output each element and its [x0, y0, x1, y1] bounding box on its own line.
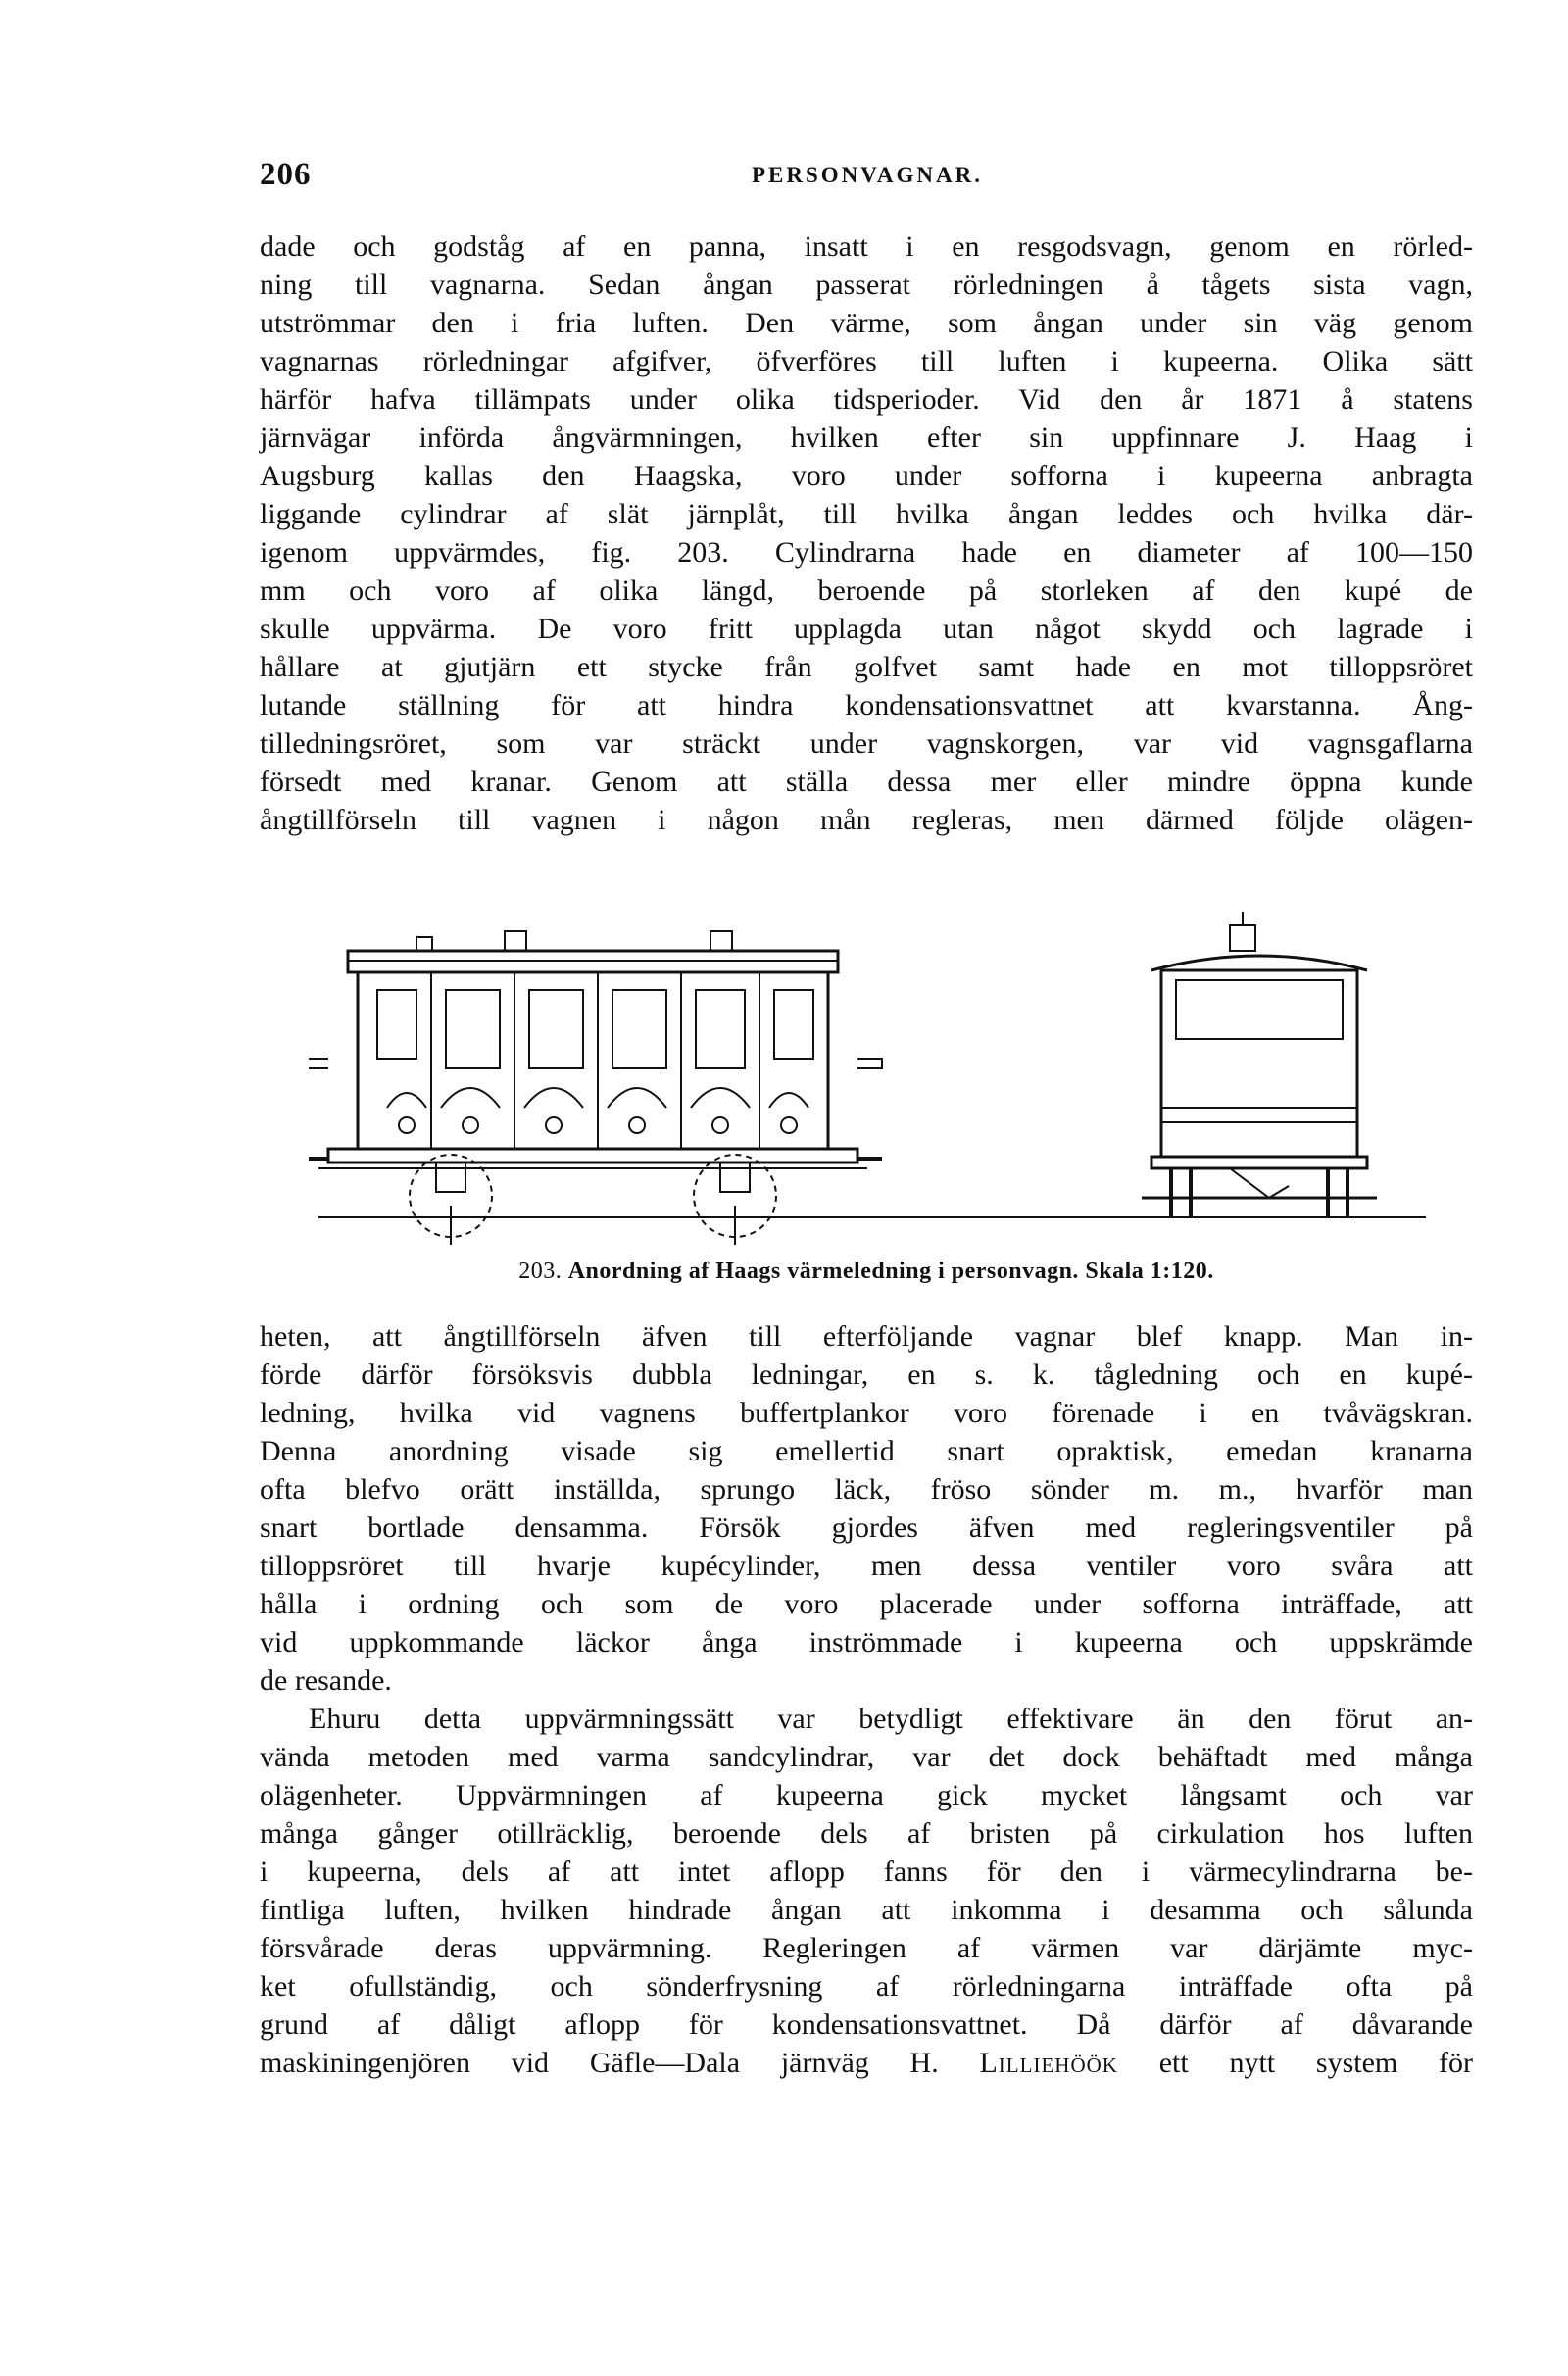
text-line: [260, 2044, 1473, 2082]
text-line: hålla i ordning och som de voro placerade under sofforna inträffade, att: [260, 1588, 1473, 1620]
text-line: dade och godståg af en panna, insatt i en resgodsvagn, genom en rörled-: [260, 230, 1473, 263]
page-header: [260, 157, 1475, 196]
text-line: Ehuru detta uppvärmningssätt var betydligt effektivare än den förut an-: [309, 1703, 1473, 1735]
text-run: maskiningenjören vid Gäfle—Dala järnväg H.: [260, 2047, 939, 2079]
figure-caption: [260, 1259, 1473, 1285]
text-line: olägenheter. Uppvärmningen af kupeerna gick mycket långsamt och var: [260, 1779, 1473, 1811]
text-line: vid uppkommande läckor ånga inströmmade i kupeerna och uppskrämde: [260, 1626, 1473, 1658]
text-line: ning till vagnarna. Sedan ångan passerat rörledningen å tågets sista vagn,: [260, 269, 1473, 301]
text-line: många gånger otillräcklig, beroende dels af bristen på cirkulation hos luften: [260, 1817, 1473, 1850]
text-line: de resande.: [260, 1664, 392, 1697]
text-line: Augsburg kallas den Haagska, voro under sofforna i kupeerna anbragta: [260, 460, 1473, 492]
text-line: igenom uppvärmdes, fig. 203. Cylindrarna hade en diameter af 100—150: [260, 536, 1473, 569]
text-line: ångtillförseln till vagnen i någon mån regleras, men därmed följde olägen-: [260, 804, 1473, 836]
text-line: vända metoden med varma sandcylindrar, var det dock behäftadt med många: [260, 1741, 1473, 1773]
text-line: snart bortlade densamma. Försök gjordes äfven med regleringsventiler på: [260, 1511, 1473, 1544]
text-line: lutande ställning för att hindra kondensationsvattnet att kvarstanna. Ång-: [260, 689, 1473, 721]
text-line: försvårade deras uppvärmning. Regleringen af värmen var därjämte myc-: [260, 1932, 1473, 1964]
figure-203: [309, 912, 1426, 1245]
text-line: ledning, hvilka vid vagnens buffertplankor voro förenade i en tvåvägskran.: [260, 1397, 1473, 1429]
text-line: grund af dåligt aflopp för kondensationsvattnet. Då därför af dåvarande: [260, 2008, 1473, 2041]
text-line: heten, att ångtillförseln äfven till efterföljande vagnar blef knapp. Man in-: [260, 1320, 1473, 1353]
text-line: ket ofullständig, och sönderfrysning af rörledningarna inträffade ofta på: [260, 1970, 1473, 2003]
text-line: fintliga luften, hvilken hindrade ångan att inkomma i desamma och sålunda: [260, 1894, 1473, 1926]
text-line: härför hafva tillämpats under olika tidsperioder. Vid den år 1871 å statens: [260, 383, 1473, 416]
text-line: hållare at gjutjärn ett stycke från golfvet samt hade en mot tilloppsröret: [260, 651, 1473, 683]
caption-number: 203.: [518, 1259, 563, 1284]
text-line: järnvägar införda ångvärmningen, hvilken efter sin uppfinnare J. Haag i: [260, 421, 1473, 454]
text-line: vagnarnas rörledningar afgifver, öfverföres till luften i kupeerna. Olika sätt: [260, 345, 1473, 377]
paragraph-1: [260, 227, 1473, 839]
caption-text: Anordning af Haags värmeledning i personvagn. Skala 1:120.: [567, 1259, 1214, 1284]
text-line: tilledningsröret, som var sträckt under vagnskorgen, var vid vagnsgaflarna: [260, 727, 1473, 760]
end-elevation: [1142, 912, 1377, 1217]
text-line: i kupeerna, dels af att intet aflopp fanns för den i värmecylindrarna be-: [260, 1856, 1473, 1888]
text-line: skulle uppvärma. De voro fritt upplagda utan något skydd och lagrade i: [260, 613, 1473, 645]
text-line: tilloppsröret till hvarje kupécylinder, men dessa ventiler voro svåra att: [260, 1550, 1473, 1582]
person-name: Lilliehöök: [979, 2047, 1118, 2079]
paragraph-2: [260, 1317, 1473, 2082]
side-elevation: [309, 931, 882, 1245]
running-title: PERSONVAGNAR.: [751, 163, 984, 187]
text-line: ofta blefvo orätt inställda, sprungo läck, fröso sönder m. m., hvarför man: [260, 1473, 1473, 1506]
text-run: ett nytt system för: [1158, 2047, 1473, 2079]
text-line: utströmmar den i fria luften. Den värme, som ångan under sin väg genom: [260, 307, 1473, 339]
text-line: Denna anordning visade sig emellertid snart opraktisk, emedan kranarna: [260, 1435, 1473, 1467]
page-number: 206: [260, 157, 312, 192]
text-line: liggande cylindrar af slät järnplåt, till hvilka ångan leddes och hvilka där-: [260, 498, 1473, 530]
carriage-drawing: [309, 912, 1426, 1245]
text-line: försedt med kranar. Genom att ställa dessa mer eller mindre öppna kunde: [260, 766, 1473, 798]
text-line: förde därför försöksvis dubbla ledningar, en s. k. tågledning och en kupé-: [260, 1359, 1473, 1391]
text-line: mm och voro af olika längd, beroende på storleken af den kupé de: [260, 574, 1473, 607]
